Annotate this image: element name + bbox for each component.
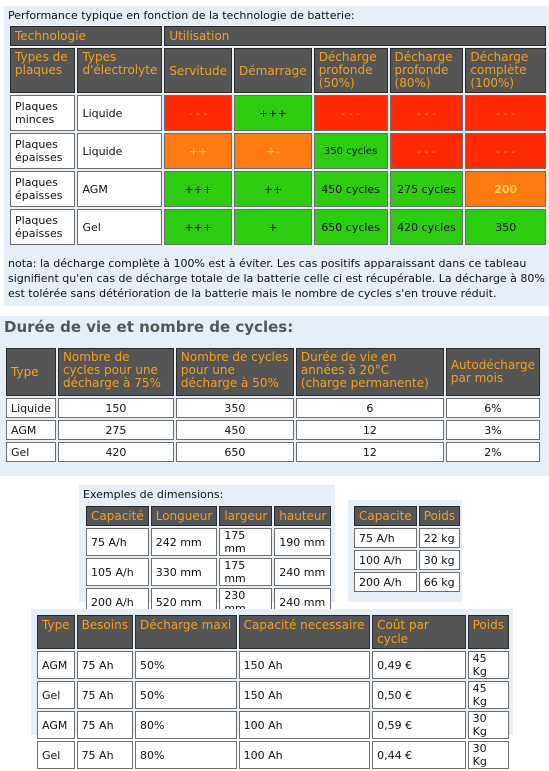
cost-cell: 75 Ah [77, 711, 133, 739]
dims-cell: 240 mm [274, 588, 331, 616]
table-row [10, 171, 546, 207]
dims-header-height: hauteur [274, 506, 331, 526]
header-servitude: Servitude [164, 48, 232, 93]
table-row [37, 681, 509, 709]
cost-header-needs: Besoins [77, 615, 133, 649]
life-cell: 450 [176, 420, 294, 440]
header-deep-80: Décharge profonde (80%) [390, 48, 464, 93]
dims-cell: 190 mm [274, 528, 331, 556]
weights-cell: 200 A/h [354, 572, 417, 592]
cost-cell: 75 Ah [77, 651, 133, 679]
life-header-type: Type [6, 348, 56, 396]
rating-cell: 350 [465, 209, 546, 245]
plates-cell: Plaques épaisses [10, 209, 75, 245]
table-row [354, 572, 460, 592]
dims-header-capacity: Capacité [86, 506, 149, 526]
table-row [10, 95, 546, 131]
dimensions-title: Exemples de dimensions: [83, 488, 224, 501]
table-row [37, 711, 509, 739]
cost-cell: 150 Ah [239, 651, 370, 679]
life-header-cycles-75: Nombre de cycles pour une décharge à 75% [58, 348, 174, 396]
life-table [4, 346, 542, 464]
dims-header-length: Longueur [151, 506, 218, 526]
electrolyte-cell: Liquide [77, 95, 162, 131]
cost-cell: 45 Kg [468, 681, 509, 709]
life-header-self-discharge: Autodécharge par mois [446, 348, 540, 396]
performance-title: Performance typique en fonction de la technologie de batterie: [8, 9, 355, 22]
dims-cell: 175 mm [219, 558, 272, 586]
dims-cell: 175 mm [219, 528, 272, 556]
cost-cell: 80% [135, 741, 237, 769]
life-cell: AGM [6, 420, 56, 440]
header-plates: Types de plaques [10, 48, 75, 93]
dims-cell: 230 [219, 588, 272, 616]
table-row [354, 528, 460, 548]
dimensions-table [84, 504, 333, 618]
cost-cell: 75 Ah [77, 681, 133, 709]
table-row [86, 528, 331, 556]
rating-cell: 650 cycles [314, 209, 388, 245]
table-row [37, 651, 509, 679]
weights-cell: 22 kg [419, 528, 460, 548]
cost-cell: 80% [135, 711, 237, 739]
cost-cell: 100 Ah [239, 741, 370, 769]
life-cell: 150 [58, 398, 174, 418]
rating-cell: - - - [164, 95, 232, 131]
cost-cell: Gel [37, 741, 75, 769]
life-cell: 350 [176, 398, 294, 418]
cost-cell: 75 Ah [77, 741, 133, 769]
life-cell: 12 [296, 442, 444, 462]
electrolyte-cell: Liquide [77, 133, 162, 169]
dims-cell: 242 mm [151, 528, 218, 556]
cost-cell: 45 Kg [468, 651, 509, 679]
rating-cell: 350 cycles [314, 133, 388, 169]
performance-table [8, 24, 548, 247]
rating-cell: +++ [164, 171, 232, 207]
cost-cell: AGM [37, 651, 75, 679]
rating-cell: 275 cycles [390, 171, 464, 207]
dims-cell: 200 A/h [86, 588, 149, 616]
rating-cell: +++ [164, 209, 232, 245]
weights-cell: 30 kg [419, 550, 460, 570]
dims-cell: 105 A/h [86, 558, 149, 586]
table-row [6, 398, 540, 418]
cost-cell: 150 Ah [239, 681, 370, 709]
rating-cell: - - - [390, 95, 464, 131]
life-cell: 275 [58, 420, 174, 440]
dims-header-width: largeur [219, 506, 272, 526]
cost-header-type: Type [37, 615, 75, 649]
rating-cell: - - - [465, 133, 546, 169]
rating-cell: + [234, 209, 312, 245]
cost-cell: AGM [37, 711, 75, 739]
rating-cell: 200 [465, 171, 546, 207]
table-row [10, 133, 546, 169]
life-cell: 2% [446, 442, 540, 462]
table-row [6, 420, 540, 440]
rating-cell: 420 cycles [390, 209, 464, 245]
rating-cell: +- [234, 133, 312, 169]
rating-cell: - - - [314, 95, 388, 131]
cost-cell: 30 Kg [468, 741, 509, 769]
cost-cell: 30 Kg [468, 711, 509, 739]
rating-cell: - - - [390, 133, 464, 169]
dims-cell: 520 mm [151, 588, 218, 616]
life-cell: Liquide [6, 398, 56, 418]
life-header-lifespan: Durée de vie en années à 20°C (charge permanente) [296, 348, 444, 396]
life-cell: 6% [446, 398, 540, 418]
cost-cell: 0,59 € [372, 711, 466, 739]
dims-cell: 240 mm [274, 558, 331, 586]
cost-cell: 0,44 € [372, 741, 466, 769]
weights-table [352, 504, 462, 594]
table-row [10, 209, 546, 245]
rating-cell: ++ [234, 171, 312, 207]
cost-table [35, 613, 511, 771]
weights-cell: 100 A/h [354, 550, 417, 570]
life-title: Durée de vie et nombre de cycles: [4, 318, 294, 336]
life-cell: 12 [296, 420, 444, 440]
cost-cell: 0,49 € [372, 651, 466, 679]
header-demarrage: Démarrage [234, 48, 312, 93]
plates-cell: Plaques épaisses [10, 133, 75, 169]
table-row [37, 741, 509, 769]
cost-cell: 50% [135, 681, 237, 709]
table-row [86, 558, 331, 586]
life-cell: 420 [58, 442, 174, 462]
weights-header-weight: Poids [419, 506, 460, 526]
header-electrolyte: Types d'électrolyte [77, 48, 162, 93]
header-deep-50: Décharge profonde (50%) [314, 48, 388, 93]
weights-header-capacity: Capacite [354, 506, 417, 526]
dims-cell: 330 mm [151, 558, 218, 586]
plates-cell: Plaques épaisses [10, 171, 75, 207]
cost-cell: Gel [37, 681, 75, 709]
life-cell: Gel [6, 442, 56, 462]
plates-cell: Plaques minces [10, 95, 75, 131]
life-cell: 6 [296, 398, 444, 418]
cost-header-weight: Poids [468, 615, 509, 649]
cost-cell: 0,50 € [372, 681, 466, 709]
cost-cell: 50% [135, 651, 237, 679]
cost-header-capacity-needed: Capacité necessaire [239, 615, 370, 649]
rating-cell: ++ [164, 133, 232, 169]
table-row [354, 550, 460, 570]
header-complete-100: Décharge complète (100%) [465, 48, 546, 93]
cost-cell: 100 Ah [239, 711, 370, 739]
dims-cell: 75 A/h [86, 528, 149, 556]
header-technology: Technologie [10, 26, 162, 46]
rating-cell: 450 cycles [314, 171, 388, 207]
life-cell: 3% [446, 420, 540, 440]
weights-cell: 75 A/h [354, 528, 417, 548]
electrolyte-cell: Gel [77, 209, 162, 245]
rating-cell: - - - [465, 95, 546, 131]
performance-note: nota: la décharge complète à 100% est à éviter. Les cas positifs apparaissant dans ce tableau signifient qu'en cas de décharge totale de la batterie celle ci est récupérable. La décharge à 80% est tolérée sans détérioration de la batterie mais le nombre de cycles s'en trouve réduit. [8, 257, 545, 300]
rating-cell: +++ [234, 95, 312, 131]
cost-header-max-discharge: Décharge maxi [135, 615, 237, 649]
cost-header-cost-per-cycle: Coût par cycle [372, 615, 466, 649]
header-usage: Utilisation [164, 26, 546, 46]
life-header-cycles-50: Nombre de cycles pour une décharge à 50% [176, 348, 294, 396]
life-cell: 650 [176, 442, 294, 462]
electrolyte-cell: AGM [77, 171, 162, 207]
weights-cell: 66 kg [419, 572, 460, 592]
table-row [6, 442, 540, 462]
